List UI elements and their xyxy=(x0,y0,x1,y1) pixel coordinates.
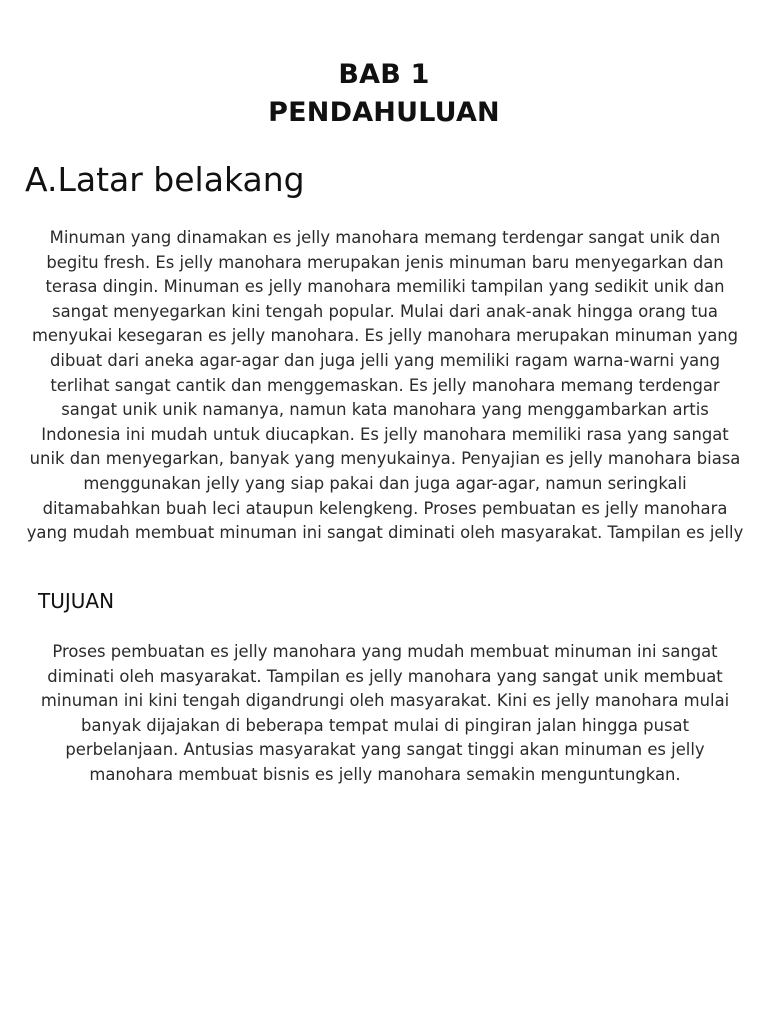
chapter-number: BAB 1 xyxy=(338,59,430,90)
tujuan-paragraph: Proses pembuatan es jelly manohara yang mudah membuat minuman ini sangat diminati oleh masyarakat. Tampilan es jelly manohara yang sangat unik membuat minuman ini kini tengah digandrungi oleh masyarakat. Kini es jelly manohara mulai banyak dijajakan di beberapa tempat mulai di pingiran jalan hingga pusat perbelanjaan. Antusias masyarakat yang sangat tinggi akan minuman es jelly manohara membuat bisnis es jelly manohara semakin menguntungkan. xyxy=(40,642,730,784)
latar-belakang-paragraph: Minuman yang dinamakan es jelly manohara memang terdengar sangat unik dan begitu fresh. Es jelly manohara merupakan jenis minuman baru menyegarkan dan terasa dingin. Minuman es jelly manohara memiliki tampilan yang sedikit unik dan sangat menyegarkan kini tengah popular. Mulai dari anak-anak hingga orang tua menyukai kesegaran es jelly manohara. Es jelly manohara merupakan minuman yang dibuat dari aneka agar-agar dan juga jelli yang memiliki ragam warna-warni yang terlihat sangat cantik dan menggemaskan. Es jelly manohara memang terdengar sangat unik unik namanya, namun kata manohara yang menggambarkan artis Indonesia ini mudah untuk diucapkan. Es jelly manohara memiliki rasa yang sangat unik dan menyegarkan, banyak yang menyukainya. Penyajian es jelly manohara biasa menggunakan jelly yang siap pakai dan juga agar-agar, namun seringkali ditamabahkan buah leci ataupun kelengkeng. Proses pembuatan es jelly manohara yang mudah membuat minuman ini sangat diminati oleh masyarakat. Tampilan es jelly xyxy=(26,228,744,543)
section-title-tujuan: TUJUAN xyxy=(38,589,115,613)
chapter-heading xyxy=(0,56,768,132)
chapter-title: PENDAHULUAN xyxy=(268,97,500,128)
section-title-latar-belakang: A.Latar belakang xyxy=(25,160,305,199)
